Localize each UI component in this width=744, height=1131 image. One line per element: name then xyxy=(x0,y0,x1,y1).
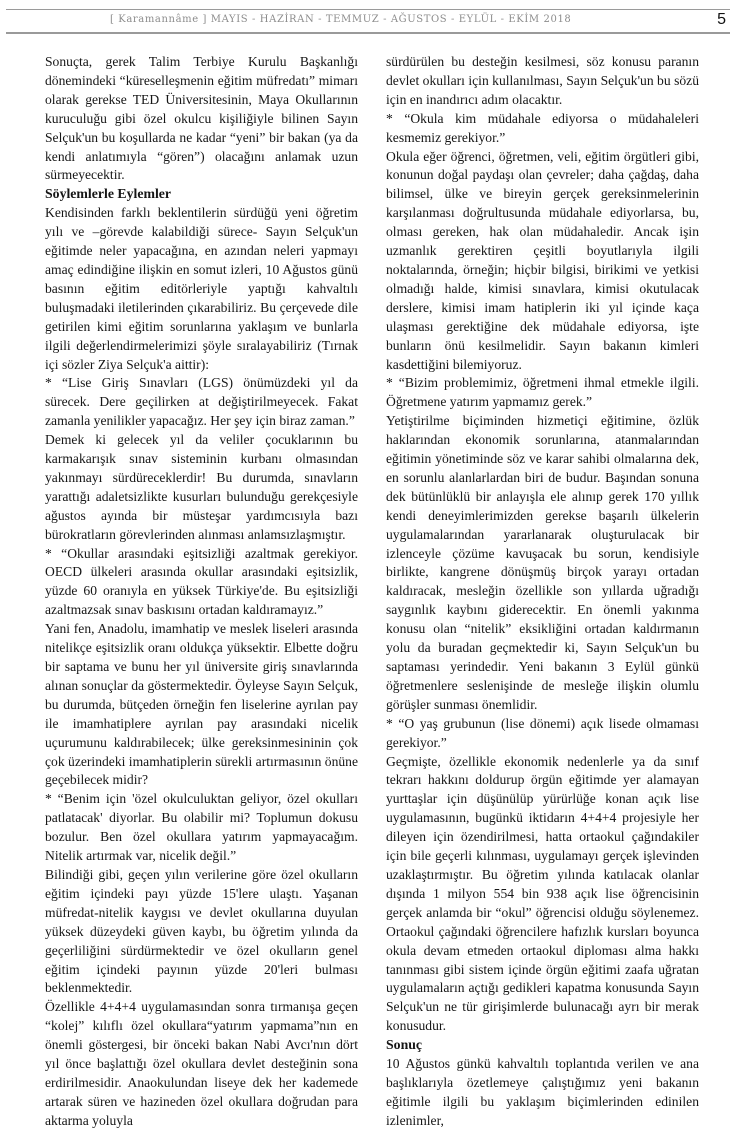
quote: * “Okullar arasındaki eşitsizliği azaltmak gerekiyor. OECD ülkeleri arasında okullar arasındaki eşitsizlik, yüzde 60 oranıyla en yüksek Türkiye'de. Bu eşitsizliği azaltmazsak sınav baskısını ortadan kaldıramayız.” xyxy=(45,545,358,618)
paragraph: Kendisinden farklı beklentilerin sürdüğü yeni öğretim yılı ve –görevde kalabildiği sürece- Sayın Selçuk'un eğitimde neler yapacağına, en azından neleri yapmayı amaç edindiğine ilişkin en somut izleri, 10 Ağustos günü basının eğitim editörleriyle yaptığı kahvaltılı buluşmadaki iletilerinden çıkarabiliriz. Bu çerçevede dile getirilen kimi eğitim sorunlarına yaklaşım ve bunlarla ilgili değerlendirmelerimizi şöyle sıralayabiliriz (Tırnak içi sözler Ziya Selçuk'a aittir): xyxy=(45,205,358,372)
paragraph: Demek ki gelecek yıl da veliler çocuklarının bu karmakarışık sınav sisteminin kurbanı olmasından yakınmayı sürdüreceklerdir! Bu durumda, sınavların yarattığı adaletsizlikte kusurları bulunduğu gerekçesiyle ağustos ayında bir müsteşar yardımcısıyla bazı bürokratların görevlerinden alınması anlamsızlaşmıştır. xyxy=(45,432,358,542)
running-header xyxy=(6,9,730,34)
paragraph: Geçmişte, özellikle ekonomik nedenlerle ya da sınıf tekrarı hakkını doldurup örgün eğitimde yer alamayan yurttaşlar için düşünülüp yürürlüğe konan açık lise uygulamasının, bugünkü iktidarın 4+4+4 projesiyle her dileyen için özendirilmesi, hatta ortaokul çağındakiler için bile geçerli kılınması, uygulamayı gerçek işlevinden uzaklaştırmıştır. Bu öğretim yılında katılacak olanlar dışında 1 milyon 554 bin 938 açık lise öğrencisinin gerçek anlamda bir “okul” öğrencisi olduğu söylenemez. Ortaokul çağındaki öğrencilere hafızlık kursları boyunca okula devam etmeden ortaokul diploması alma hakkı tanınması gibi sistem içinde örgün eğitimi zaafa uğratan uygulamaların açtığı gedikleri kapatma konusunda Sayın Selçuk'un ne tür girişimlerde bulunacağı ayrı bir merak konusudur. xyxy=(386,753,699,1034)
left-column xyxy=(45,53,358,1131)
paragraph: 10 Ağustos günkü kahvaltılı toplantıda verilen ve ana başlıklarıyla özetlemeye çalıştığımız yeni bakanın eğitimle ilgili bu yaklaşım biçimlerinden edinilen izlenimler, xyxy=(386,1056,699,1128)
paragraph: Özellikle 4+4+4 uygulamasından sonra tırmanışa geçen “kolej” kılıflı özel okullara“yatırım yapmama”nın en önemli göstergesi, bir önceki bakan Nabi Avcı'nın dört yıl önce başlattığı özel okullara devlet desteğinin sona erdirilmesidir. Anaokulundan liseye dek her kademede artarak süren ve hazineden özel okullara doğrudan para aktarma yoluyla xyxy=(45,999,358,1128)
quote: * “Okula kim müdahale ediyorsa o müdahaleleri kesmemiz gerekiyor.” xyxy=(386,110,699,145)
section-heading: Söylemlerle Eylemler xyxy=(45,186,172,202)
paragraph: Yetiştirilme biçiminden hizmetiçi eğitimine, özlük haklarından ekonomik sorunlarına, atanmalarından eğitimin yönetiminde söz ve karar sahibi olmalarına dek, en sorunlu alanlarlardan biri de budur. Başından sonuna dek bütünlüklü bir anlayışla ele alınıp gerek 170 yıllık kendi deneyimlerimizden gerekse başarılı ülkelerin uygulamalarından yararlanarak oluşturulacak bir izlenceyle çözüme kavuşacak bu sorun, kendisiyle birlikte, kangrene dönüşmüş birçok yarayı ortadan kaldıracak, mesleğin özellikle son yıllarda uğradığı saygınlık kaybını giderecektir. En önemli yakınma konusu olan “nitelik” eksikliğini ortadan kaldırmanın yolu da buradan geçmektedir ki, Sayın Selçuk'un bu saptaması yerindedir. Yeni bakanın 3 Eylül günkü öğretmenlere seslenişinde de mesleğe ilişkin olumlu görüşler sunması önemlidir. xyxy=(386,413,699,712)
paragraph: Bilindiği gibi, geçen yılın verilerine göre özel okulların eğitim içindeki payı yüzde 15'lere ulaştı. Yaşanan müfredat-nitelik kaygısı ve devlet okullarına duyulan yüksek düzeydeki güven kaybı, bu öğretim yılında da geçerliliğini sürdürmektedir ve özel okulların genel eğitim içindeki payının yüzde 20'leri bulması beklenmektedir. xyxy=(45,866,358,996)
paragraph: sürdürülen bu desteğin kesilmesi, söz konusu paranın devlet okulları için kullanılması, Sayın Selçuk'un bu sözü için en inandırıcı adım olacaktır. xyxy=(386,54,699,107)
paragraph: Yani fen, Anadolu, imamhatip ve meslek liseleri arasında nitelikçe eşitsizlik oranı oldukça yüksektir. Elbette doğru bir saptama ve bunu her yıl üniversite giriş sınavlarında alınan sonuçlar da göstermektedir. Öyleyse Sayın Selçuk, bu durumda, bütçeden örneğin fen liselerine ayrılan pay ile imamhatiplere ayrılan pay arasındaki nicelik uçurumunu kaldırabilecek; ülke gereksinmesininin çok çok üzerindeki imamhatiplerin sürekli artırmasının önüne geçebilecek midir? xyxy=(45,621,358,788)
quote: * “Lise Giriş Sınavları (LGS) önümüzdeki yıl da sürecek. Dere geçilirken at değiştirilmeyecek. Fakat zamanla yenilikler yapacağız. Her şey için biraz zaman.” xyxy=(45,375,358,429)
quote: * “Bizim problemimiz, öğretmeni ihmal etmekle ilgili. Öğretmene yatırım yapmamız gerek.” xyxy=(386,375,699,410)
quote: * “O yaş grubunun (lise dönemi) açık lisede olmaması gerekiyor.” xyxy=(386,715,699,750)
right-column xyxy=(386,53,699,1131)
paragraph: Okula eğer öğrenci, öğretmen, veli, eğitim örgütleri gibi, konunun doğal paydaşı olan çevreler; daha çağdaş, daha bilimsel, ülke ve bireyin gerçek gereksinmelerinin karşılanması doğrultusunda müdahale ediyorlarsa, bu, olması gereken, hak olan müdahaledir. Ancak işin uzmanlık gerektiren çeşitli boyutlarıyla ilgili noktalarında, örneğin; hiçbir bilgisi, birikimi ve yetkisi olmadığı halde, kimisi sınavlara, kimisi okutulacak derslere, kimisi imam hatiplerin iki yıl içinde kaça ulaşması gerektiğine dek müdahale ediyorsa, işte bunların önü kesilmelidir. Sayın bakanın kimleri kasdettiğini bilemiyoruz. xyxy=(386,148,699,372)
page-number: 5 xyxy=(717,11,726,28)
quote: * “Benim için 'özel okulculuktan geliyor, özel okulları patlatacak' diyorlar. Bu olabilir mi? Toplumun dokusu bozulur. Ben özel okullara yatırım yapmayacağım. Nitelik artırmak var, nicelik değil.” xyxy=(45,791,358,864)
section-heading: Sonuç xyxy=(386,1037,423,1053)
paragraph: Sonuçta, gerek Talim Terbiye Kurulu Başkanlığı dönemindeki “küreselleşmenin eğitim müfredatı” mimarı olarak gerekse TED Üniversitesinin, Maya Okullarının kuruculuğu gibi özel okulcu kişiliğiyle bilinen Sayın Selçuk'un bu koşullarda ne kadar “yeni” bir bakan (ya da kendi anlatımıyla “gören”) olacağını anlamak uzun sürmeyecektir. xyxy=(45,54,358,183)
header-title: [ Karamannâme ] MAYIS - HAZİRAN - TEMMUZ - AĞUSTOS - EYLÜL - EKİM 2018 xyxy=(110,14,572,25)
